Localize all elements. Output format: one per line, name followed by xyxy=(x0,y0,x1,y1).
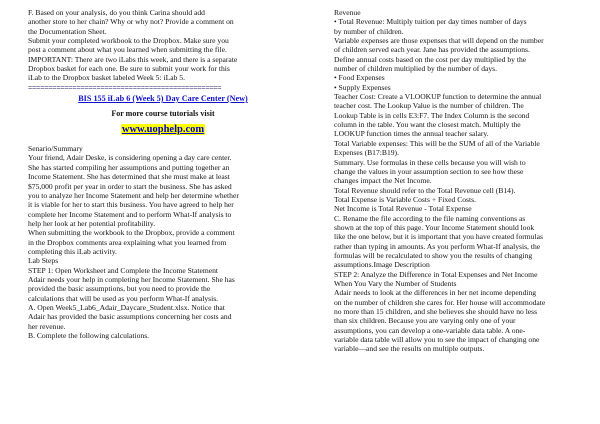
text-line: another store to her chain? Why or why not? Provide a comment on xyxy=(28,17,234,27)
text-line: Lab Steps xyxy=(28,256,59,266)
text-line: her revenue. xyxy=(28,321,66,331)
text-line: STEP 1: Open Worksheet and Complete the Income Statement xyxy=(28,265,219,275)
intro-block xyxy=(28,8,298,83)
text-line: iLab to the Dropbox basket labeled Week 5: iLab 5. xyxy=(28,73,185,83)
text-line: change the values in your assumption section to see how these xyxy=(334,166,524,176)
text-line: When You Vary the Number of Students xyxy=(334,278,457,288)
separator-line: ================================================ xyxy=(28,82,222,92)
text-line: it is viable for her to start this business. You have agreed to help her xyxy=(28,200,234,210)
text-line: like the one below, but it is important that you have created formulas xyxy=(334,232,543,242)
text-line: Submit your completed workbook to the Dropbox. Make sure you xyxy=(28,36,229,46)
text-line: in the Dropbox comments area explaining what you learned from xyxy=(28,237,227,247)
text-line: Dropbox basket for each one. Be sure to submit your work for this xyxy=(28,64,230,74)
text-line: LOOKUP function times the annual teacher salary. xyxy=(334,129,489,139)
text-line: by number of children. xyxy=(334,26,404,36)
text-line: A. Open Week5_Lab6_Adair_Daycare_Student.xlsx. Notice that xyxy=(28,302,225,312)
text-line: the Documentation Sheet. xyxy=(28,26,107,36)
text-line: variable—and see the results on multiple outputs. xyxy=(334,344,485,354)
website-link[interactable]: www.uophelp.com xyxy=(121,123,205,135)
text-line: calculations that will be used as you perform What-If analysis. xyxy=(28,293,219,303)
text-line: help her look at her potential profitability. xyxy=(28,218,156,228)
text-line: provided the basic assumptions, but you need to provide the xyxy=(28,284,211,294)
scenario-block xyxy=(28,144,298,340)
text-line: F. Based on your analysis, do you think Carina should add xyxy=(28,8,205,17)
website-block xyxy=(28,125,298,134)
text-line: than six children. Because you are varying only one of your xyxy=(334,316,516,326)
text-line: column in the table. You want the closest match. Multiply the xyxy=(334,120,521,130)
text-line: $75,000 profit per year in order to start the business. She has asked xyxy=(28,181,232,191)
text-line: Variable expenses are those expenses that will depend on the number xyxy=(334,36,544,46)
text-line: complete her Income Statement and to perform What-If analysis to xyxy=(28,209,232,219)
text-line: Total Variable expenses: This will be the SUM of all of the Variable xyxy=(334,138,540,148)
text-line: teacher cost. The Lookup Value is the number of children. The xyxy=(334,101,524,111)
text-line: post a comment about what you learned when submitting the file. xyxy=(28,45,227,55)
text-line: IMPORTANT: There are two iLabs this week, and there is a separate xyxy=(28,54,238,64)
text-line: Total Expense is Variable Costs + Fixed Costs. xyxy=(334,194,476,204)
text-line: STEP 2: Analyze the Difference in Total Expenses and Net Income xyxy=(334,269,538,279)
text-line: • Supply Expenses xyxy=(334,82,391,92)
text-line: Expenses (B17:B19). xyxy=(334,148,399,158)
text-line: shown at the top of this page. Your Income Statement should look xyxy=(334,222,535,232)
text-line: completing this iLab activity. xyxy=(28,246,117,256)
text-line: Total Revenue should refer to the Total Revenue cell (B14). xyxy=(334,185,516,195)
text-line: Define annual costs based on the cost per day multiplied by the xyxy=(334,54,527,64)
text-line: When submitting the workbook to the Dropbox, provide a comment xyxy=(28,228,235,238)
text-line: • Food Expenses xyxy=(334,73,385,83)
left-column xyxy=(28,8,298,340)
right-column xyxy=(334,8,578,354)
text-line: of children served each year. Jane has provided the assumptions. xyxy=(334,45,530,55)
text-line: She has started compiling her assumptions and putting together an xyxy=(28,162,230,172)
text-line: Teacher Cost: Create a VLOOKUP function to determine the annual xyxy=(334,92,542,102)
text-line: on the number of children she cares for. Her house will accommodate xyxy=(334,297,546,307)
document-title-link[interactable]: BIS 155 iLab 6 (Week 5) Day Care Center (New) xyxy=(78,94,248,104)
text-line: changes impact the Net Income. xyxy=(334,176,432,186)
text-line: Adair needs to look at the differences in her net income depending xyxy=(334,288,537,298)
text-line: Income Statement. She has determined that she must make at least xyxy=(28,172,230,182)
text-line: Lookup Table is in cells E3:F7. The Index Column is the second xyxy=(334,110,530,120)
text-line: assumptions, you can develop a one-variable data table. A one- xyxy=(334,325,526,335)
text-line: Adair has provided the basic assumptions concerning her costs and xyxy=(28,312,232,322)
text-line: B. Complete the following calculations. xyxy=(28,331,150,340)
text-line: no more than 15 children, and she believes she should have no less xyxy=(334,307,538,316)
text-line: Summary. Use formulas in these cells because you will wish to xyxy=(334,157,526,167)
text-line: Net Income is Total Revenue - Total Expense xyxy=(334,204,472,214)
text-line: Your friend, Adair Deske, is considering opening a day care center. xyxy=(28,153,232,163)
text-line: Adair needs your help in completing her Income Statement. She has xyxy=(28,274,235,284)
text-line: assumptions.Image Description xyxy=(334,260,430,270)
text-line: • Total Revenue: Multiply tuition per day times number of days xyxy=(334,17,527,27)
promo-text: For more course tutorials visit xyxy=(111,109,215,119)
text-line: you to analyze her Income Statement and help her determine whether xyxy=(28,190,239,200)
text-line: formulas will be recalculated to show you the results of changing xyxy=(334,250,533,260)
text-line: number of children multiplied by the number of days. xyxy=(334,64,498,74)
text-line: C. Rename the file according to the file naming conventions as xyxy=(334,213,526,223)
text-line: rather than typing in amounts. As you perform What-If analysis, the xyxy=(334,241,541,251)
text-line: Senario/Summary xyxy=(28,144,83,154)
text-line: Revenue xyxy=(334,8,361,17)
text-line: variable data table will allow you to see the impact of changing one xyxy=(334,335,540,345)
